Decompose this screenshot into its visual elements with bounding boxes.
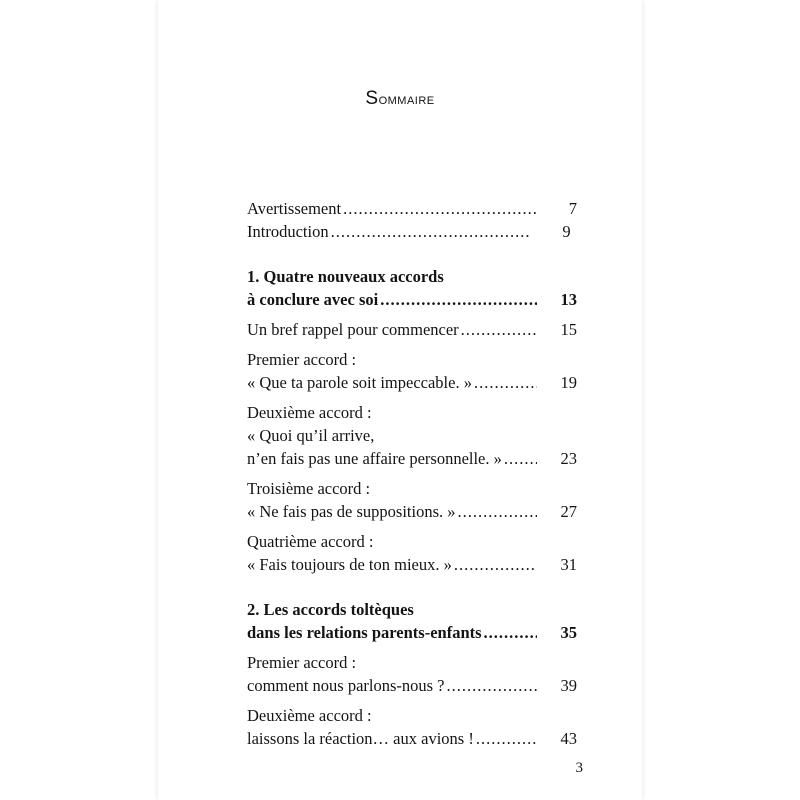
toc-entry-title: n’en fais pas une affaire personnelle. » <box>247 449 502 468</box>
toc-entry-label: Troisième accord : <box>247 479 371 498</box>
toc-page-number: 43 <box>560 729 577 748</box>
dot-leader <box>476 727 537 750</box>
toc-entry-title: Un bref rappel pour commencer <box>247 320 459 339</box>
dot-leader <box>343 197 537 220</box>
toc-entry-title: Introduction <box>247 222 329 241</box>
toc-entry-troisieme-accord <box>247 477 577 523</box>
toc-page-number: 13 <box>560 290 577 309</box>
toc-entry-title: laissons la réaction… aux avions ! <box>247 729 474 748</box>
toc-entry-title: « Ne fais pas de suppositions. » <box>247 502 456 521</box>
toc-chapter-1 <box>247 265 577 311</box>
dot-leader <box>331 220 531 243</box>
toc-page-number: 7 <box>568 199 577 218</box>
toc-entry-label: Premier accord : <box>247 653 357 672</box>
dot-leader <box>454 553 537 576</box>
toc-entry-title: comment nous parlons-nous ? <box>247 676 445 695</box>
toc-entry-label: Premier accord : <box>247 350 357 369</box>
toc-entry-title-part: « Quoi qu’il arrive, <box>247 426 375 445</box>
toc-entry-deuxieme-accord-2 <box>247 704 577 750</box>
page-number: 3 <box>575 760 583 776</box>
toc-entry-rappel <box>247 318 577 341</box>
dot-leader <box>458 500 537 523</box>
toc-page-number: 19 <box>560 373 577 392</box>
dot-leader <box>461 318 537 341</box>
toc-entry-quatrieme-accord <box>247 530 577 576</box>
toc-entry-introduction <box>247 220 577 243</box>
toc-entry-deuxieme-accord <box>247 401 577 470</box>
toc-entry-title: « Que ta parole soit impeccable. » <box>247 373 472 392</box>
dot-leader <box>447 674 537 697</box>
dot-leader <box>484 621 537 644</box>
toc-entry-label: Deuxième accord : <box>247 706 372 725</box>
toc-page-number: 39 <box>560 676 577 695</box>
toc-entry-label: Deuxième accord : <box>247 403 372 422</box>
chapter-heading-cont: à conclure avec soi <box>247 290 379 309</box>
toc-entry-title: « Fais toujours de ton mieux. » <box>247 555 452 574</box>
toc-page-number: 31 <box>560 555 577 574</box>
toc-entry-title: Avertissement <box>247 199 342 218</box>
toc-entry-avertissement <box>247 197 577 220</box>
chapter-heading: 1. Quatre nouveaux accords <box>247 267 444 286</box>
chapter-heading: 2. Les accords toltèques <box>247 600 414 619</box>
toc-entry-label: Quatrième accord : <box>247 532 374 551</box>
toc-chapter-2 <box>247 598 577 644</box>
toc-entry-premier-accord-2 <box>247 651 577 697</box>
toc-page-number: 35 <box>560 623 577 642</box>
page-title: Sommaire <box>365 88 435 109</box>
dot-leader <box>380 288 537 311</box>
toc-page-number: 23 <box>560 449 577 468</box>
toc-page-number: 15 <box>560 320 577 339</box>
toc-page-number: 27 <box>560 502 577 521</box>
table-of-contents <box>247 197 577 750</box>
dot-leader <box>504 447 537 470</box>
toc-entry-premier-accord <box>247 348 577 394</box>
toc-page-number: 9 <box>562 222 571 241</box>
dot-leader <box>474 371 537 394</box>
chapter-heading-cont: dans les relations parents-enfants <box>247 623 482 642</box>
